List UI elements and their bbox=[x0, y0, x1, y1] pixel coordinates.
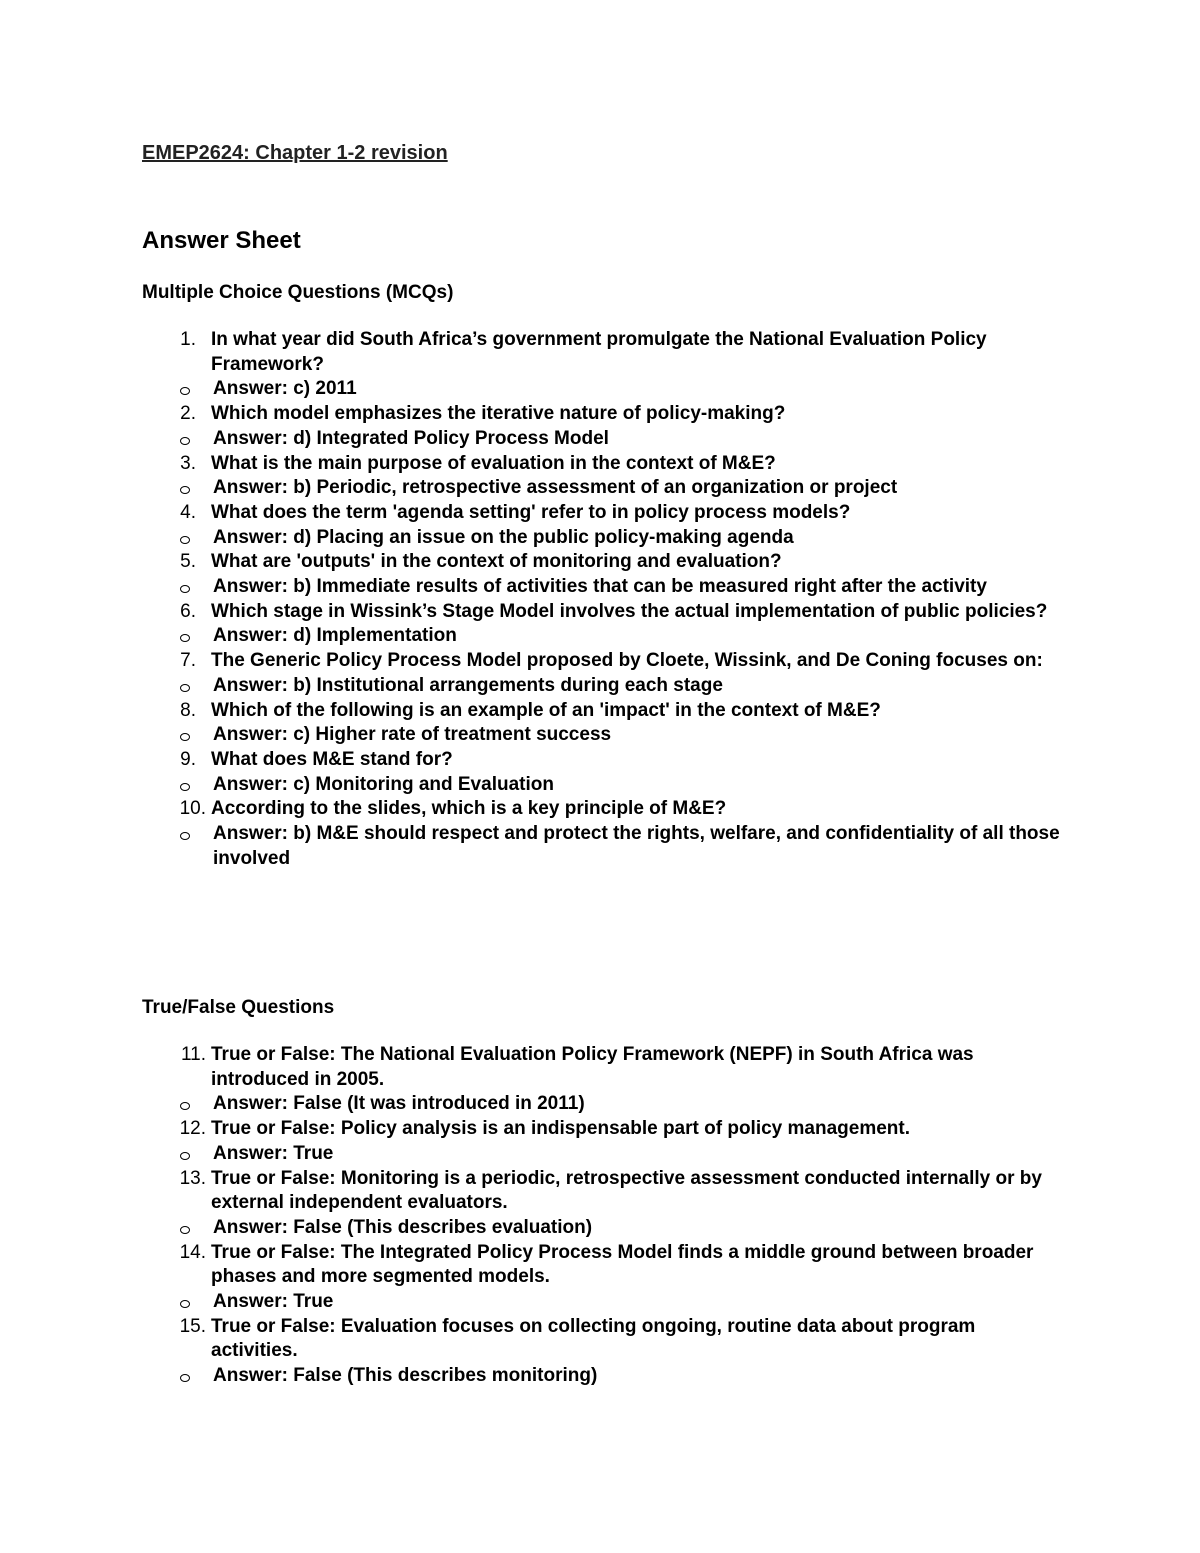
question-number: 14. bbox=[179, 1241, 206, 1263]
question-item bbox=[142, 600, 1062, 625]
question-number: 2. bbox=[180, 403, 196, 425]
question-item bbox=[142, 797, 1062, 822]
question-number: 3. bbox=[180, 452, 196, 474]
answer-item bbox=[142, 822, 1062, 871]
answer-text: Answer: c) 2011 bbox=[213, 378, 357, 400]
question-item bbox=[142, 402, 1062, 427]
answer-item bbox=[142, 624, 1062, 649]
hollow-circle-bullet-icon bbox=[180, 585, 190, 593]
question-item bbox=[142, 699, 1062, 724]
question-item bbox=[142, 748, 1062, 773]
question-number: 13. bbox=[179, 1167, 206, 1189]
answer-text: Answer: True bbox=[213, 1142, 334, 1164]
answer-sheet-heading: Answer Sheet bbox=[142, 227, 301, 254]
hollow-circle-bullet-icon bbox=[180, 832, 190, 840]
answer-item bbox=[142, 1092, 1062, 1117]
answer-item bbox=[142, 773, 1062, 798]
answer-item bbox=[142, 1142, 1062, 1167]
answer-text: Answer: c) Higher rate of treatment success bbox=[213, 724, 612, 746]
hollow-circle-bullet-icon bbox=[180, 1300, 190, 1308]
answer-text: Answer: b) Periodic, retrospective assessment of an organization or project bbox=[213, 477, 898, 499]
answer-item bbox=[142, 427, 1062, 452]
hollow-circle-bullet-icon bbox=[180, 783, 190, 791]
answer-item bbox=[142, 377, 1062, 402]
answer-item bbox=[142, 1290, 1062, 1315]
question-number: 9. bbox=[180, 748, 196, 770]
question-text: The Generic Policy Process Model proposed by Cloete, Wissink, and De Coning focuses on: bbox=[211, 650, 1043, 672]
question-text: True or False: Evaluation focuses on collecting ongoing, routine data about program activities. bbox=[211, 1315, 976, 1362]
question-number: 12. bbox=[179, 1118, 206, 1140]
answer-item bbox=[142, 723, 1062, 748]
question-number: 10. bbox=[179, 798, 206, 820]
question-number: 7. bbox=[180, 650, 196, 672]
question-item bbox=[142, 1167, 1062, 1216]
answer-text: Answer: False (It was introduced in 2011) bbox=[213, 1093, 585, 1115]
question-number: 1. bbox=[180, 329, 196, 350]
question-number: 5. bbox=[180, 551, 196, 573]
question-text: According to the slides, which is a key principle of M&E? bbox=[211, 798, 727, 820]
question-item bbox=[142, 550, 1062, 575]
answer-text: Answer: d) Implementation bbox=[213, 625, 457, 647]
answer-item bbox=[142, 526, 1062, 551]
question-text: True or False: Monitoring is a periodic, retrospective assessment conducted internally or by external independent evaluators. bbox=[211, 1167, 1042, 1214]
hollow-circle-bullet-icon bbox=[180, 536, 190, 544]
hollow-circle-bullet-icon bbox=[180, 387, 190, 395]
answer-text: Answer: d) Placing an issue on the public policy-making agenda bbox=[213, 526, 794, 548]
question-item bbox=[142, 649, 1062, 674]
question-number: 6. bbox=[180, 600, 196, 622]
true-false-question-list bbox=[142, 1043, 1062, 1389]
answer-item bbox=[142, 575, 1062, 600]
question-text: What does M&E stand for? bbox=[211, 748, 453, 770]
hollow-circle-bullet-icon bbox=[180, 1374, 190, 1382]
question-text: In what year did South Africa’s government promulgate the National Evaluation Policy Framework? bbox=[211, 329, 987, 375]
question-item bbox=[142, 1117, 1062, 1142]
answer-text: Answer: False (This describes monitoring) bbox=[213, 1365, 598, 1387]
document-page bbox=[142, 138, 1062, 1387]
answer-item bbox=[142, 674, 1062, 699]
true-false-section-heading: True/False Questions bbox=[142, 997, 335, 1018]
question-text: True or False: The National Evaluation Policy Framework (NEPF) in South Africa was introduced in 2005. bbox=[211, 1044, 974, 1090]
question-text: Which model emphasizes the iterative nature of policy-making? bbox=[211, 403, 786, 425]
question-number: 8. bbox=[180, 699, 196, 721]
question-item bbox=[142, 501, 1062, 526]
question-text: Which of the following is an example of an 'impact' in the context of M&E? bbox=[211, 699, 881, 721]
question-item bbox=[142, 452, 1062, 477]
answer-text: Answer: b) Institutional arrangements during each stage bbox=[213, 674, 723, 696]
answer-item bbox=[142, 1364, 1062, 1389]
hollow-circle-bullet-icon bbox=[180, 1102, 190, 1110]
hollow-circle-bullet-icon bbox=[180, 437, 190, 445]
answer-text: Answer: False (This describes evaluation) bbox=[213, 1216, 593, 1238]
hollow-circle-bullet-icon bbox=[180, 634, 190, 642]
hollow-circle-bullet-icon bbox=[180, 733, 190, 741]
question-number: 15. bbox=[179, 1315, 206, 1337]
hollow-circle-bullet-icon bbox=[180, 1152, 190, 1160]
answer-item bbox=[142, 1216, 1062, 1241]
mcq-question-list bbox=[142, 328, 1062, 871]
question-item bbox=[142, 1241, 1062, 1290]
question-item bbox=[142, 1043, 1062, 1092]
question-text: What is the main purpose of evaluation in the context of M&E? bbox=[211, 452, 776, 474]
document-title: EMEP2624: Chapter 1-2 revision bbox=[142, 142, 448, 164]
answer-text: Answer: b) Immediate results of activities that can be measured right after the activity bbox=[213, 576, 987, 598]
answer-text: Answer: d) Integrated Policy Process Model bbox=[213, 427, 609, 449]
question-text: True or False: The Integrated Policy Process Model finds a middle ground between broader phases and more segmented models. bbox=[211, 1241, 1034, 1288]
question-text: True or False: Policy analysis is an indispensable part of policy management. bbox=[211, 1118, 911, 1140]
question-text: Which stage in Wissink’s Stage Model involves the actual implementation of public policies? bbox=[211, 600, 1048, 622]
question-text: What are 'outputs' in the context of monitoring and evaluation? bbox=[211, 551, 782, 573]
question-number: 4. bbox=[180, 501, 196, 523]
hollow-circle-bullet-icon bbox=[180, 486, 190, 494]
mcq-section-heading: Multiple Choice Questions (MCQs) bbox=[142, 282, 454, 303]
hollow-circle-bullet-icon bbox=[180, 684, 190, 692]
question-item bbox=[142, 1315, 1062, 1364]
question-text: What does the term 'agenda setting' refer to in policy process models? bbox=[211, 501, 851, 523]
answer-text: Answer: b) M&E should respect and protect the rights, welfare, and confidentiality of all those involved bbox=[213, 823, 1060, 869]
answer-text: Answer: True bbox=[213, 1291, 334, 1313]
hollow-circle-bullet-icon bbox=[180, 1226, 190, 1234]
question-number: 11. bbox=[180, 1044, 206, 1065]
answer-text: Answer: c) Monitoring and Evaluation bbox=[213, 773, 554, 795]
answer-item bbox=[142, 476, 1062, 501]
question-item bbox=[142, 328, 1062, 377]
